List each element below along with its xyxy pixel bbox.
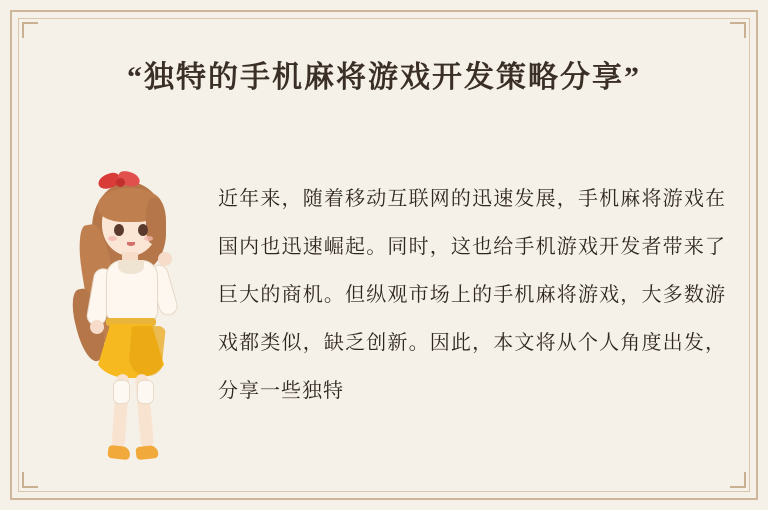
corner-ornament-top-right — [730, 22, 746, 38]
article-body-text: 近年来，随着移动互联网的迅速发展，手机麻将游戏在国内也迅速崛起。同时，这也给手机游戏开发者带来了巨大的商机。但纵观市场上的手机麻将游戏，大多数游戏都类似，缺乏创新。因此，本文将从个人角度出发，分享一些独特 — [218, 188, 726, 402]
corner-ornament-top-left — [22, 22, 38, 38]
sock-right — [137, 380, 154, 404]
eye-right — [138, 224, 148, 236]
corner-ornament-bottom-left — [22, 472, 38, 488]
blush-left — [108, 236, 117, 241]
hair-bow-knot — [116, 178, 125, 187]
hand-left — [90, 320, 104, 334]
shoe-left — [107, 445, 130, 460]
mouth — [127, 242, 135, 246]
eye-left — [114, 224, 124, 236]
collar — [118, 260, 144, 274]
shoe-right — [135, 445, 158, 460]
skirt-shading — [128, 326, 166, 376]
hand-right — [158, 252, 172, 266]
corner-ornament-bottom-right — [730, 472, 746, 488]
page-title: “独特的手机麻将游戏开发策略分享” — [127, 61, 641, 94]
cartoon-girl-illustration — [62, 168, 202, 488]
blush-right — [144, 236, 153, 241]
sock-left — [113, 380, 130, 404]
